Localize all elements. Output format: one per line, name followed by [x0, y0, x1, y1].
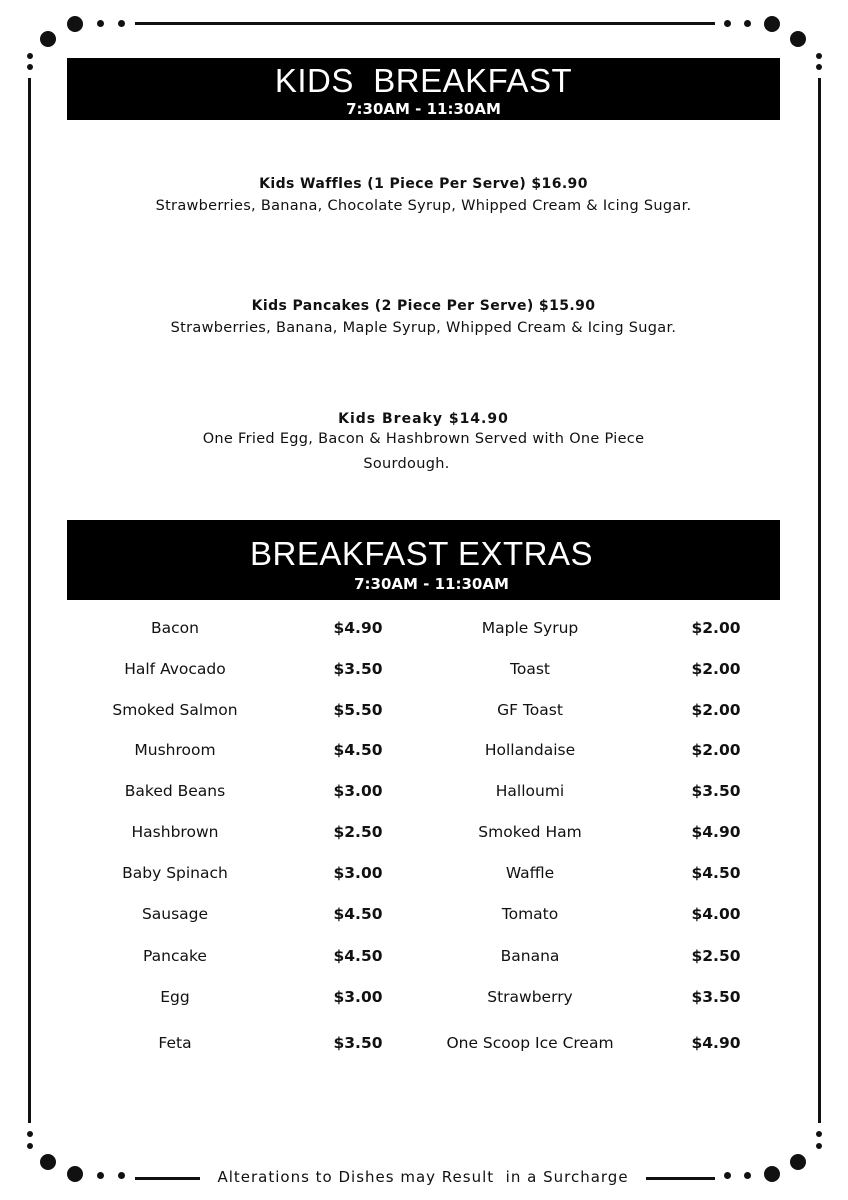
surcharge-note: Alterations to Dishes may Result in a Surcharge: [200, 1168, 646, 1186]
extra-name: Feta: [158, 1034, 192, 1052]
corner-dot: [67, 1166, 83, 1182]
corner-dot: [744, 1172, 751, 1179]
corner-dot: [97, 20, 104, 27]
list-item: [0, 741, 848, 765]
extra-price: $4.90: [333, 619, 383, 637]
kids-breakfast-title: KIDS BREAKFAST: [274, 62, 573, 99]
corner-dot: [118, 1172, 125, 1179]
extra-price: $4.50: [333, 905, 383, 923]
corner-dot: [97, 1172, 104, 1179]
breakfast-extras-title: BREAKFAST EXTRAS: [250, 535, 593, 572]
corner-dot: [118, 20, 125, 27]
breakfast-extras-hours: 7:30AM - 11:30AM: [354, 575, 509, 593]
item-description: Strawberries, Banana, Maple Syrup, Whipped Cream & Icing Sugar.: [170, 320, 677, 336]
kids-breakfast-hours: 7:30AM - 11:30AM: [346, 100, 501, 118]
list-item: [0, 1034, 848, 1058]
list-item: [0, 660, 848, 684]
corner-dot: [67, 16, 83, 32]
extra-price: $4.50: [333, 947, 383, 965]
item-description: One Fried Egg, Bacon & Hashbrown Served with One Piece: [202, 431, 645, 447]
extra-name: Baby Spinach: [122, 864, 228, 882]
extra-name: Baked Beans: [124, 782, 226, 800]
list-item: [0, 823, 848, 847]
list-item: [0, 701, 848, 725]
corner-dot: [27, 53, 33, 59]
list-item: [0, 864, 848, 888]
kids-breakfast-banner: [67, 58, 780, 120]
extra-name: Sausage: [141, 905, 209, 923]
extra-price: $3.50: [333, 660, 383, 678]
corner-dot: [724, 20, 731, 27]
list-item: [0, 782, 848, 806]
list-item: [0, 947, 848, 971]
extra-price: $3.50: [691, 988, 741, 1006]
corner-dot: [790, 31, 806, 47]
corner-dot: [744, 20, 751, 27]
extra-price: $2.50: [691, 947, 741, 965]
extra-name: One Scoop Ice Cream: [446, 1034, 614, 1052]
extra-name: Hollandaise: [484, 741, 576, 759]
extra-price: $3.00: [333, 864, 383, 882]
extra-name: Tomato: [501, 905, 559, 923]
extra-name: GF Toast: [497, 701, 563, 719]
corner-dot: [816, 64, 822, 70]
extra-price: $2.00: [691, 660, 741, 678]
corner-dot: [816, 1131, 822, 1137]
extra-price: $3.00: [333, 782, 383, 800]
item-description: Strawberries, Banana, Chocolate Syrup, Whipped Cream & Icing Sugar.: [155, 198, 692, 214]
list-item: [0, 988, 848, 1012]
extra-name: Waffle: [505, 864, 555, 882]
corner-dot: [816, 53, 822, 59]
corner-dot: [764, 16, 780, 32]
item-name: Kids Pancakes (2 Piece Per Serve) $15.90: [251, 298, 596, 314]
extra-name: Half Avocado: [124, 660, 226, 678]
extra-price: $4.00: [691, 905, 741, 923]
item-name: Kids Waffles (1 Piece Per Serve) $16.90: [259, 176, 588, 192]
extra-name: Strawberry: [487, 988, 573, 1006]
breakfast-extras-banner: [67, 520, 780, 600]
corner-dot: [40, 1154, 56, 1170]
extra-name: Hashbrown: [131, 823, 219, 841]
extra-name: Pancake: [143, 947, 207, 965]
corner-dot: [27, 1131, 33, 1137]
extra-name: Toast: [510, 660, 550, 678]
corner-dot: [27, 64, 33, 70]
list-item: [0, 619, 848, 643]
extra-name: Halloumi: [495, 782, 565, 800]
menu-item-kids-waffles: [67, 176, 780, 219]
extra-price: $4.90: [691, 1034, 741, 1052]
extra-price: $2.00: [691, 619, 741, 637]
extra-name: Maple Syrup: [481, 619, 579, 637]
corner-dot: [27, 1143, 33, 1149]
extra-price: $5.50: [333, 701, 383, 719]
extra-name: Banana: [500, 947, 560, 965]
extra-name: Egg: [160, 988, 190, 1006]
frame-top-line: [135, 22, 715, 25]
corner-dot: [764, 1166, 780, 1182]
corner-dot: [40, 31, 56, 47]
extra-price: $3.00: [333, 988, 383, 1006]
corner-dot: [816, 1143, 822, 1149]
list-item: [0, 905, 848, 929]
menu-item-kids-breaky: [67, 411, 780, 477]
corner-dot: [790, 1154, 806, 1170]
item-name: Kids Breaky $14.90: [338, 411, 509, 427]
extra-price: $2.50: [333, 823, 383, 841]
extra-price: $2.00: [691, 701, 741, 719]
extra-price: $4.50: [333, 741, 383, 759]
extra-price: $2.00: [691, 741, 741, 759]
corner-dot: [724, 1172, 731, 1179]
extra-price: $4.90: [691, 823, 741, 841]
extra-price: $4.50: [691, 864, 741, 882]
item-description-line-2: Sourdough.: [363, 456, 450, 472]
extra-price: $3.50: [691, 782, 741, 800]
extra-name: Mushroom: [134, 741, 216, 759]
extra-name: Smoked Salmon: [112, 701, 238, 719]
menu-item-kids-pancakes: [67, 298, 780, 341]
extra-name: Smoked Ham: [478, 823, 582, 841]
extra-price: $3.50: [333, 1034, 383, 1052]
extra-name: Bacon: [151, 619, 199, 637]
